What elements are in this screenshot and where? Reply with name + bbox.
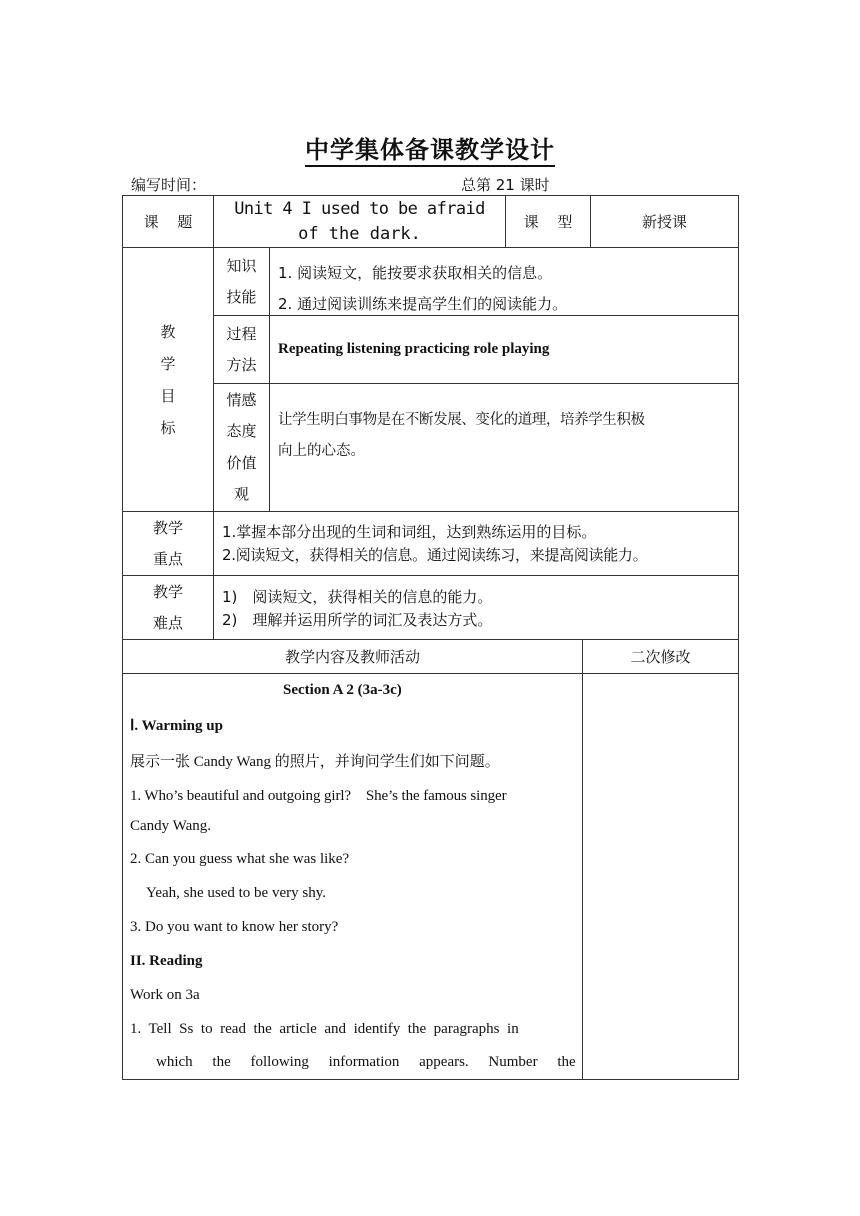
knowledge-label-line2: 技能 <box>226 287 257 306</box>
written-time-label: 编写时间： <box>131 176 207 194</box>
total-lesson-count: 总第 21 课时 <box>461 176 550 194</box>
question-2: 2. Can you guess what she was like? <box>130 851 350 867</box>
emotion-label-line: 价值 <box>226 453 257 472</box>
lesson-type-label-cell <box>505 195 591 248</box>
difficult-points-line1: 1) 阅读短文，获得相关的信息的能力。 <box>222 588 493 606</box>
reading-heading: II. Reading <box>130 953 203 969</box>
section-heading: Section A 2 (3a-3c) <box>283 682 402 698</box>
work-on-3a: Work on 3a <box>130 987 200 1003</box>
content-header-left <box>122 639 583 674</box>
emotion-line2: 向上的心态。 <box>278 443 365 459</box>
topic-value-line2: of the dark. <box>298 223 421 244</box>
topic-value-cell <box>213 195 506 248</box>
difficult-points-label-cell <box>122 575 214 640</box>
lesson-type-label: 课 型 <box>523 213 573 231</box>
key-points-label-cell <box>122 511 214 576</box>
emotion-label-line: 情感 <box>226 390 257 409</box>
objectives-label-char: 学 <box>160 354 176 373</box>
question-1-line1: 1. Who’s beautiful and outgoing girl? She’s the famous singer <box>130 788 507 804</box>
intro-text: 展示一张 Candy Wang 的照片，并询问学生们如下问题。 <box>130 754 500 770</box>
objectives-label-char: 标 <box>160 418 176 437</box>
difficult-points-line2: 2) 理解并运用所学的词汇及表达方式。 <box>222 611 493 629</box>
knowledge-line1: 1. 阅读短文，能按要求获取相关的信息。 <box>278 264 553 282</box>
process-label-line2: 方法 <box>226 355 257 374</box>
knowledge-label-line1: 知识 <box>226 256 257 275</box>
revision-body-cell <box>582 673 739 1080</box>
question-3: 3. Do you want to know her story? <box>130 919 339 935</box>
key-points-line2: 2.阅读短文，获得相关的信息。通过阅读练习，来提高阅读能力。 <box>222 546 648 564</box>
warming-up-heading: Ⅰ. Warming up <box>130 718 223 734</box>
process-label-cell <box>213 315 270 384</box>
page-title: 中学集体备课教学设计 <box>0 130 860 165</box>
task-line2: which the following information appears. Number the <box>156 1054 576 1070</box>
objectives-label-char: 教 <box>160 322 176 341</box>
content-header-right <box>582 639 739 674</box>
key-points-line1: 1.掌握本部分出现的生词和词组，达到熟练运用的目标。 <box>222 523 597 541</box>
key-points-label-line2: 重点 <box>152 549 183 568</box>
content-header-right-label: 二次修改 <box>630 648 691 666</box>
content-header-left-label: 教学内容及教师活动 <box>284 648 420 666</box>
emotion-label-cell <box>213 383 270 512</box>
knowledge-line2: 2. 通过阅读训练来提高学生们的阅读能力。 <box>278 295 568 313</box>
topic-label: 课 题 <box>143 213 193 231</box>
emotion-line1: 让学生明白事物是在不断发展、变化的道理，培养学生积极 <box>278 412 645 428</box>
objectives-label-char: 目 <box>160 386 176 405</box>
emotion-content-cell <box>269 383 739 512</box>
topic-value-line1: Unit 4 I used to be afraid <box>234 198 485 219</box>
difficult-points-label-line2: 难点 <box>152 613 183 632</box>
emotion-label-line: 观 <box>233 485 249 503</box>
lesson-type-value: 新授课 <box>641 213 687 231</box>
lesson-type-value-cell <box>590 195 739 248</box>
difficult-points-content-cell <box>213 575 739 640</box>
key-points-content-cell <box>213 511 739 576</box>
difficult-points-label-line1: 教学 <box>152 582 183 601</box>
objectives-label-cell <box>122 247 214 512</box>
knowledge-content-cell <box>269 247 739 316</box>
emotion-label-line: 态度 <box>226 422 257 440</box>
key-points-label-line1: 教学 <box>152 518 183 537</box>
knowledge-label-cell <box>213 247 270 316</box>
question-2-answer: Yeah, she used to be very shy. <box>146 885 326 901</box>
task-line1: 1. Tell Ss to read the article and identify the paragraphs in <box>130 1021 519 1037</box>
process-text: Repeating listening practicing role playing <box>278 341 550 357</box>
process-content-cell <box>269 315 739 384</box>
question-1-line2: Candy Wang. <box>130 818 212 834</box>
topic-label-cell <box>122 195 214 248</box>
process-label-line1: 过程 <box>226 324 257 343</box>
